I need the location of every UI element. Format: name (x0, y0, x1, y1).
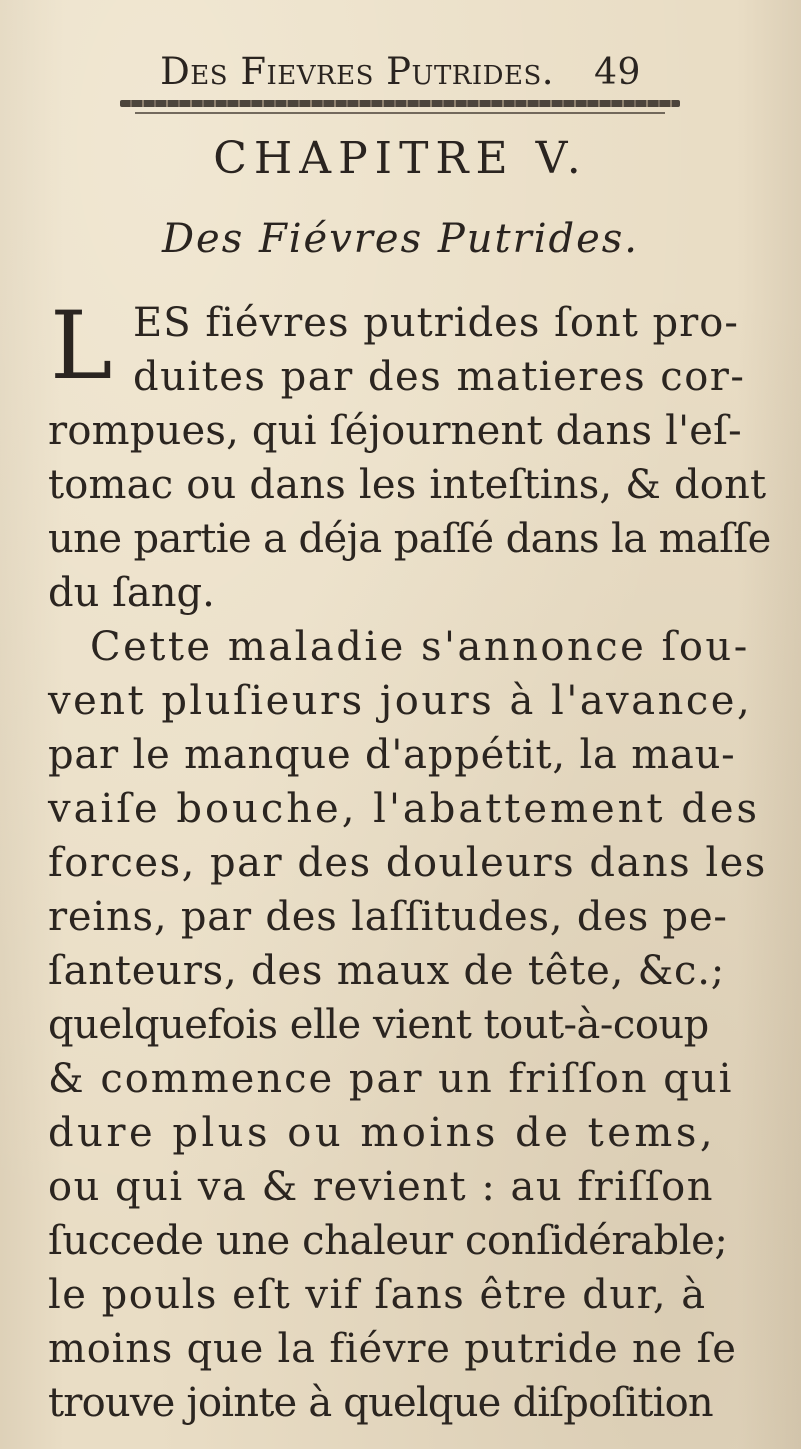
text-line: par le manque d'appétit, la mau- (48, 732, 736, 778)
ornamental-rule (120, 100, 680, 107)
drop-cap: L (50, 292, 113, 401)
chapter-title: CHAPITRE V. (213, 133, 588, 184)
text-line: tomac ou dans les inteſtins, & dont (48, 462, 767, 508)
text-line: ſanteurs, des maux de tête, &c.; (48, 948, 726, 994)
text-line: trouve jointe à quelque diſpoſition (48, 1380, 713, 1426)
text-line: une partie a déja paſſé dans la maſſe (48, 516, 771, 562)
text-line: vaiſe bouche, l'abattement des (48, 786, 761, 832)
text-line: vent pluſieurs jours à l'avance, (48, 678, 753, 724)
text-line: reins, par des laſſitudes, des pe- (48, 894, 728, 940)
rule-line (135, 112, 665, 114)
text-line: duites par des matieres cor- (133, 354, 746, 400)
page-number: 49 (594, 52, 641, 93)
text-line: moins que la fiévre putride ne ſe (48, 1326, 737, 1372)
text-line: ſuccede une chaleur conſidérable; (48, 1218, 728, 1264)
chapter-subtitle: Des Fiévres Putrides. (161, 216, 640, 262)
text-line: quelquefois elle vient tout-à-coup (48, 1002, 709, 1048)
text-line: le pouls eſt vif ſans être dur, à (48, 1272, 707, 1318)
text-line: & commence par un friſſon qui (48, 1056, 734, 1102)
text-line: ES fiévres putrides ſont pro- (133, 300, 739, 346)
running-title: Des Fievres Putrides. (160, 50, 555, 93)
text-line: Cette maladie s'annonce ſou- (90, 624, 750, 670)
text-line: dure plus ou moins de tems, (48, 1110, 717, 1156)
text-line: ou qui va & revient : au friſſon (48, 1164, 715, 1210)
text-line: forces, par des douleurs dans les (48, 840, 767, 886)
text-line: rompues, qui ſéjournent dans l'eſ- (48, 408, 742, 454)
text-line: du ſang. (48, 570, 215, 616)
running-head (0, 50, 801, 93)
